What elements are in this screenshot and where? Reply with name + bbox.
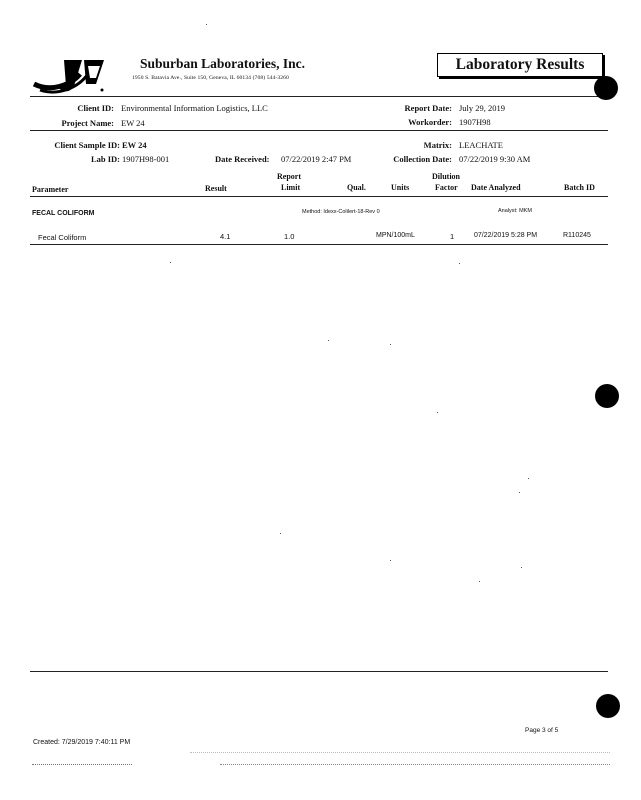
section-method: Method: Idexx-Colilert-18-Rev 0 — [302, 209, 380, 215]
company-name: Suburban Laboratories, Inc. — [140, 56, 306, 71]
client-sample-id-value: EW 24 — [122, 140, 147, 150]
report-title: Laboratory Results — [455, 56, 585, 73]
col-report: Report — [277, 172, 301, 181]
row-parameter: Fecal Coliform — [38, 233, 87, 242]
lab-id-value: 1907H98-001 — [122, 154, 170, 164]
speck — [170, 262, 171, 263]
col-units: Units — [391, 183, 410, 192]
company-address: 1950 S. Batavia Ave., Suite 150, Geneva, IL 60134 (708) 544-3260 — [132, 75, 289, 81]
binder-hole-middle — [595, 384, 619, 408]
client-id-label: Client ID: — [77, 103, 114, 113]
matrix-label: Matrix: — [423, 140, 452, 150]
row-units: MPN/100mL — [376, 232, 415, 239]
client-id-value: Environmental Information Logistics, LLC — [121, 103, 268, 113]
col-date-analyzed: Date Analyzed — [471, 183, 521, 192]
speck — [437, 412, 438, 413]
scan-noise-line — [32, 764, 132, 765]
project-name-value: EW 24 — [121, 118, 145, 128]
scan-noise-line-3 — [190, 752, 610, 753]
col-batch-id: Batch ID — [564, 183, 595, 192]
matrix-value: LEACHATE — [459, 140, 503, 150]
header-rule-bottom — [30, 130, 608, 131]
section-name: FECAL COLIFORM — [32, 210, 95, 217]
row-limit: 1.0 — [284, 232, 295, 241]
header-rule-top — [30, 96, 608, 97]
date-received-label: Date Received: — [215, 154, 270, 164]
project-name-label: Project Name: — [61, 118, 114, 128]
company-logo — [30, 56, 108, 94]
speck — [528, 478, 529, 479]
speck — [521, 567, 522, 568]
col-qual: Qual. — [347, 183, 366, 192]
report-date-value: July 29, 2019 — [459, 103, 506, 113]
date-received-value: 07/22/2019 2:47 PM — [281, 154, 352, 164]
speck — [459, 263, 460, 264]
workorder-label: Workorder: — [408, 117, 452, 127]
collection-date-label: Collection Date: — [393, 154, 452, 164]
section-analyst: Analyst: MKM — [498, 208, 532, 214]
logo-graphic — [30, 56, 108, 94]
row-result: 4.1 — [220, 232, 231, 241]
speck — [479, 581, 480, 582]
speck — [519, 492, 520, 493]
binder-hole-bottom — [596, 694, 620, 718]
collection-date-value: 07/22/2019 9:30 AM — [459, 154, 531, 164]
column-header-rule — [30, 196, 608, 197]
row-batch-id: R110245 — [563, 232, 591, 239]
footer-rule — [30, 671, 608, 672]
row-rule — [30, 244, 608, 245]
speck — [328, 340, 329, 341]
binder-hole-top — [594, 76, 618, 100]
workorder-value: 1907H98 — [459, 117, 491, 127]
report-date-label: Report Date: — [404, 103, 452, 113]
created-timestamp: Created: 7/29/2019 7:40:11 PM — [33, 739, 131, 746]
row-factor: 1 — [450, 232, 455, 241]
scan-noise-line-2 — [220, 764, 610, 765]
speck — [280, 533, 281, 534]
page-number: Page 3 of 5 — [525, 727, 559, 734]
col-dilution: Dilution — [432, 172, 461, 181]
client-sample-id-label: Client Sample ID: — [54, 140, 120, 150]
col-limit: Limit — [281, 183, 301, 192]
lab-id-label: Lab ID: — [90, 154, 120, 164]
col-factor: Factor — [435, 183, 458, 192]
speck — [390, 344, 391, 345]
speck — [390, 560, 391, 561]
col-result: Result — [205, 184, 227, 193]
speck — [206, 24, 207, 25]
row-date-analyzed: 07/22/2019 5:28 PM — [474, 232, 538, 239]
col-parameter: Parameter — [32, 185, 69, 194]
report-title-box — [437, 53, 603, 77]
